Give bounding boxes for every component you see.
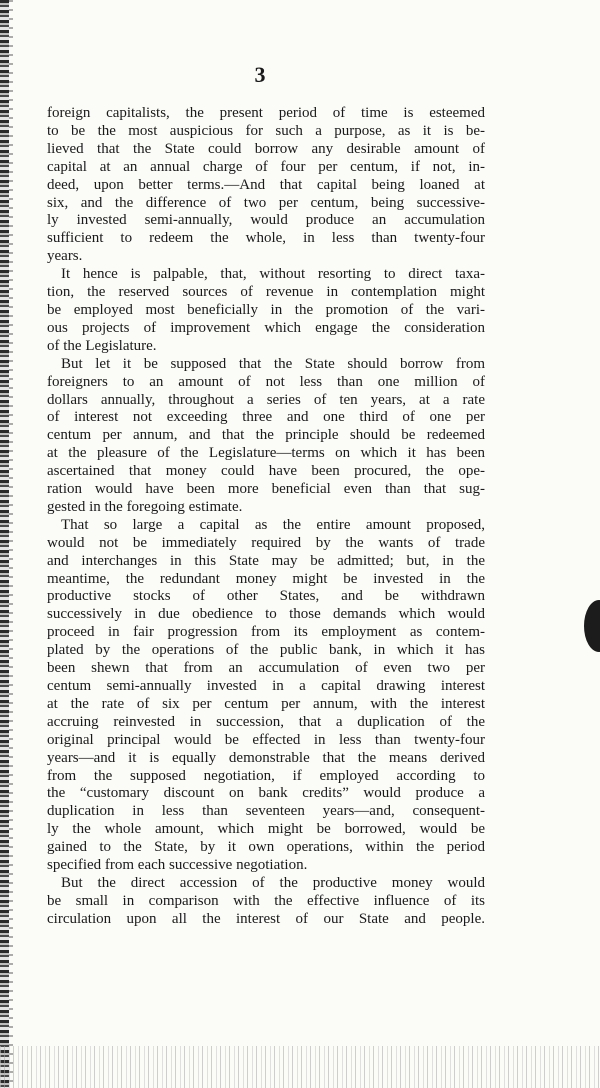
text-line: be employed most beneficially in the promotion of the vari-: [47, 301, 485, 318]
text-line: gested in the foregoing estimate.: [47, 498, 243, 515]
text-line: specified from each successive negotiation.: [47, 857, 308, 874]
text-line: centum per annum, and that the principle should be redeemed: [47, 427, 485, 444]
text-line: from the supposed negotiation, if employed according to: [47, 767, 485, 784]
scan-noise-strip: [0, 1046, 600, 1088]
text-line: would not be immediately required by the wants of trade: [47, 534, 485, 551]
text-line: deed, upon better terms.—And that capital being loaned at: [47, 176, 485, 193]
paragraph-4: [47, 517, 485, 875]
text-line: been shewn that from an accumulation of even two per: [47, 660, 485, 677]
text-line: lieved that the State could borrow any desirable amount of: [47, 140, 485, 157]
paragraph-5: [47, 875, 485, 929]
body-text: [47, 105, 485, 929]
text-line: That so large a capital as the entire amount proposed,: [61, 516, 485, 533]
text-line: foreigners to an amount of not less than one million of: [47, 373, 485, 390]
text-line: meantime, the redundant money might be invested in the: [47, 570, 485, 587]
text-line: of the Legislature.: [47, 337, 157, 354]
page-number: 3: [254, 62, 266, 87]
text-line: gained to the State, by it own operations, within the period: [47, 839, 485, 856]
binding-stitch-marks: [9, 0, 13, 1088]
paragraph-3: [47, 356, 485, 517]
text-line: It hence is palpable, that, without resorting to direct taxa-: [61, 266, 485, 283]
text-line: productive stocks of other States, and be withdrawn: [47, 588, 485, 605]
text-line: years.: [47, 248, 83, 265]
text-line: accruing reinvested in succession, that a duplication of the: [47, 713, 485, 730]
text-line: dollars annually, throughout a series of ten years, at a rate: [47, 391, 485, 408]
text-line: ly invested semi-annually, would produce an accumulation: [47, 212, 485, 229]
text-line: centum semi-annually invested in a capital drawing interest: [47, 678, 485, 694]
text-line: ascertained that money could have been procured, the ope-: [47, 463, 485, 480]
text-line: at the rate of six per centum per annum, with the interest: [47, 695, 485, 712]
paragraph-2: [47, 266, 485, 356]
text-line: the “customary discount on bank credits” would produce a: [47, 785, 485, 802]
text-line: and interchanges in this State may be admitted; but, in the: [47, 552, 485, 569]
text-line: ous projects of improvement which engage the consideration: [47, 319, 485, 336]
text-line: sufficient to redeem the whole, in less than twenty-four: [47, 230, 485, 247]
text-line: ration would have been more beneficial even than that sug-: [47, 481, 485, 498]
ink-blot: [584, 600, 600, 652]
book-binding-edge: [0, 0, 9, 1088]
text-line: ly the whole amount, which might be borrowed, would be: [47, 821, 485, 838]
text-line: But the direct accession of the productive money would: [61, 874, 485, 891]
text-line: of interest not exceeding three and one third of one per: [47, 409, 485, 426]
text-line: at the pleasure of the Legislature—terms on which it has been: [47, 445, 485, 462]
text-line: six, and the difference of two per centum, being successive-: [47, 194, 485, 211]
text-line: be small in comparison with the effective influence of its: [47, 892, 485, 909]
text-line: plated by the operations of the public bank, in which it has: [47, 642, 485, 659]
paragraph-1: [47, 105, 485, 266]
text-line: duplication in less than seventeen years—and, consequent-: [47, 803, 485, 820]
text-line: original principal would be effected in less than twenty-four: [47, 731, 485, 748]
text-line: successively in due obedience to those demands which would: [47, 606, 485, 623]
text-line: tion, the reserved sources of revenue in contemplation might: [47, 284, 485, 301]
text-line: capital at an annual charge of four per centum, if not, in-: [47, 158, 485, 175]
text-line: proceed in fair progression from its employment as contem-: [47, 624, 485, 641]
text-line: foreign capitalists, the present period of time is esteemed: [47, 105, 485, 121]
text-line: to be the most auspicious for such a purpose, as it is be-: [47, 122, 485, 139]
text-line: circulation upon all the interest of our State and people.: [47, 910, 485, 927]
text-line: But let it be supposed that the State should borrow from: [61, 355, 485, 372]
text-line: years—and it is equally demonstrable that the means derived: [47, 749, 485, 766]
